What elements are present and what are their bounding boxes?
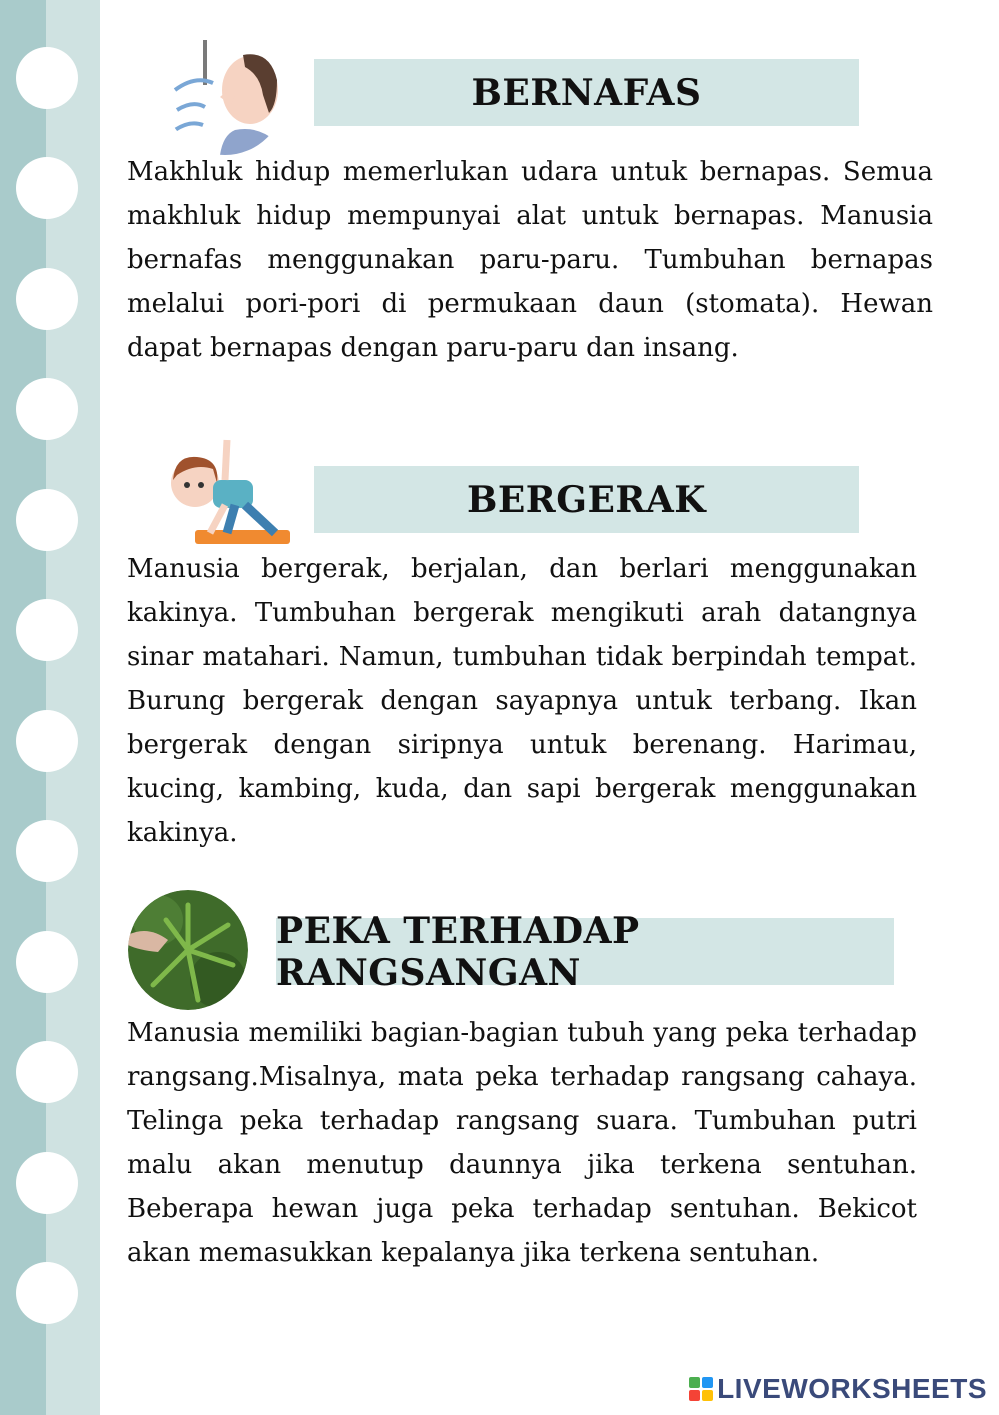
binder-hole [16,599,78,661]
section-heading-box [314,59,859,126]
section-heading-box [314,466,859,533]
binder-margin [0,0,100,1415]
section-paragraph: Manusia bergerak, berjalan, dan berlari menggunakan kakinya. Tumbuhan bergerak mengikuti arah datangnya sinar matahari. Namun, tumbuhan tidak berpindah tempat. Burung bergerak dengan sayapnya untuk terbang. Ikan bergerak dengan siripnya untuk berenang. Harimau, kucing, kambing, kuda, dan sapi bergerak menggunakan kakinya. [127,554,917,848]
binder-hole [16,710,78,772]
section-heading-box [276,909,894,994]
binder-hole [16,47,78,109]
binder-hole [16,157,78,219]
binder-hole [16,820,78,882]
section-paragraph: Makhluk hidup memerlukan udara untuk bernapas. Semua makhluk hidup mempunyai alat untuk bernapas. Manusia bernafas menggunakan paru-paru. Tumbuhan bernapas melalui pori-pori di permukaan daun (stomata). Hewan dapat bernapas dengan paru-paru dan insang. [127,157,933,363]
binder-hole [16,1041,78,1103]
exercising-girl-icon [165,435,295,550]
liveworksheets-logo-icon [689,1377,713,1401]
breathing-man-icon [165,35,285,155]
watermark-text: LIVEWORKSHEETS [717,1373,987,1404]
section-title: PEKA TERHADAP RANGSANGAN [276,909,640,994]
binder-hole [16,378,78,440]
binder-hole [16,489,78,551]
section-title: BERNAFAS [471,71,702,114]
binder-hole [16,268,78,330]
mimosa-plant-photo [128,890,248,1010]
section-paragraph: Manusia memiliki bagian-bagian tubuh yang peka terhadap rangsang.Misalnya, mata peka terhadap rangsang cahaya. Telinga peka terhadap rangsang suara. Tumbuhan putri malu akan menutup daunnya jika terkena sentuhan. Beberapa hewan juga peka terhadap sentuhan. Bekicot akan memasukkan kepalanya jika terkena sentuhan. [127,1018,917,1268]
binder-hole [16,931,78,993]
binder-hole [16,1262,78,1324]
binder-hole [16,1152,78,1214]
section-title: BERGERAK [466,478,707,521]
liveworksheets-logo [689,1373,987,1405]
